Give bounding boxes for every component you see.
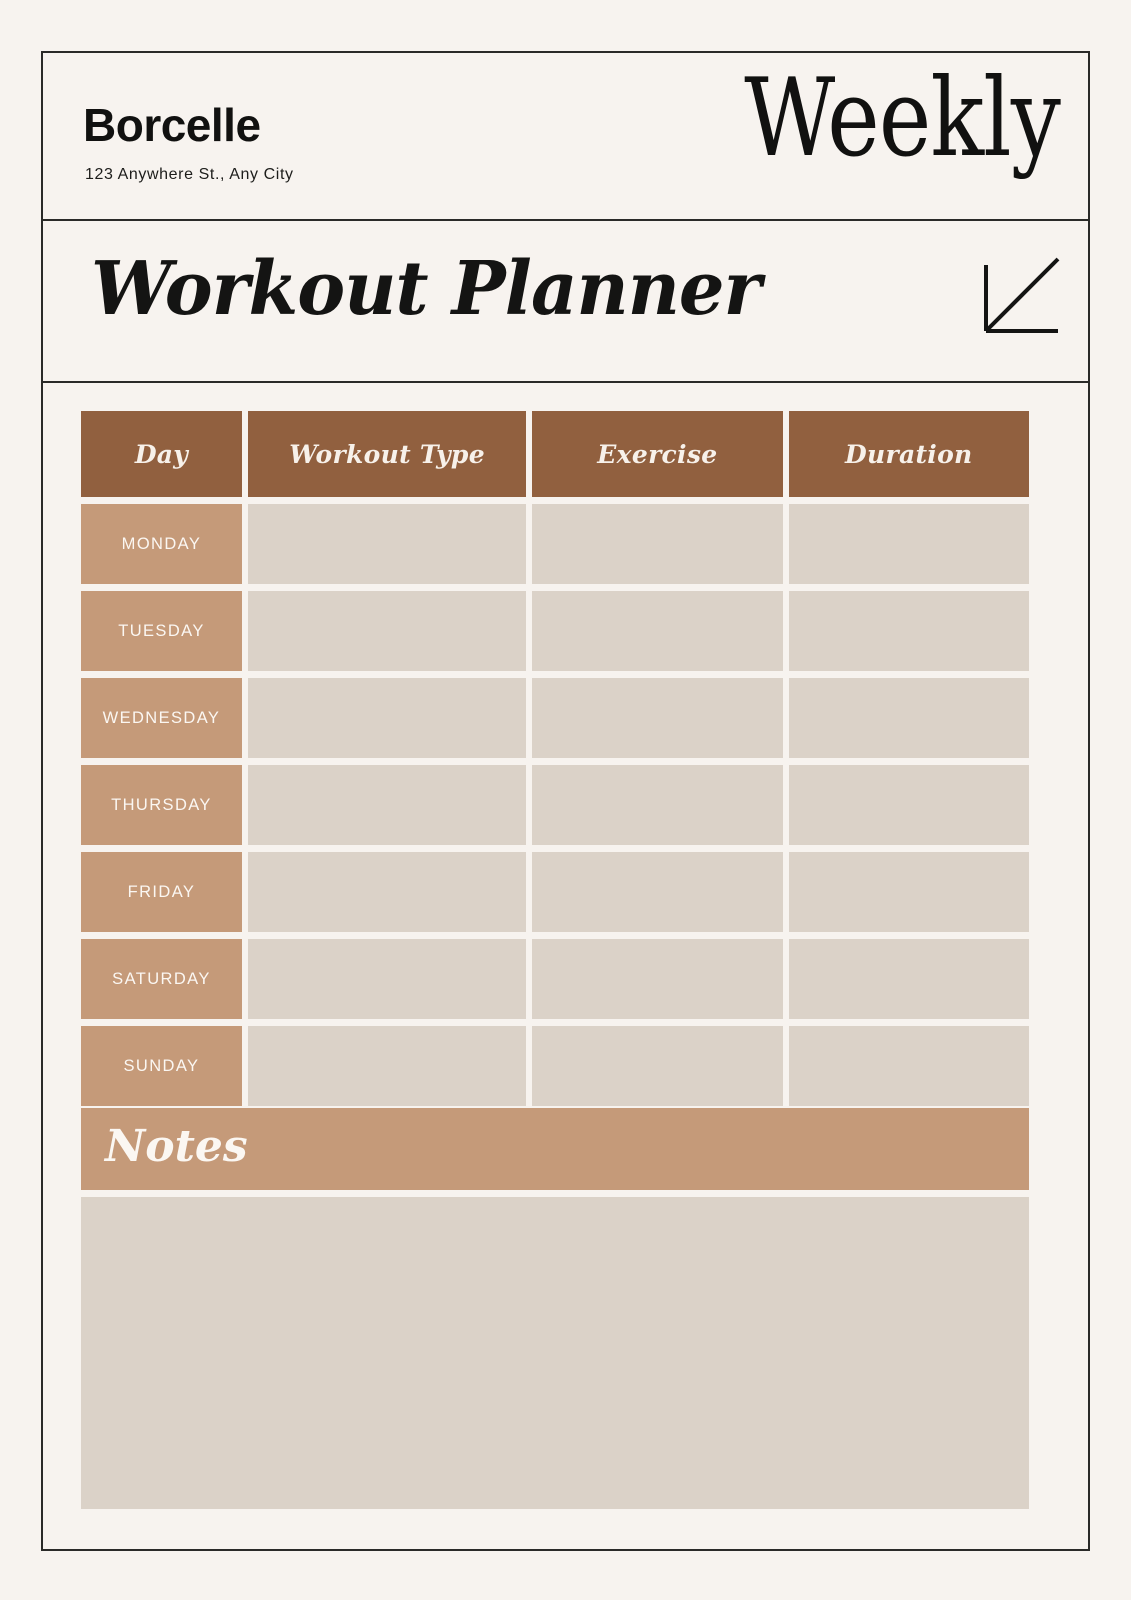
day-label: WEDNESDAY <box>81 678 242 758</box>
cell-exercise[interactable] <box>532 591 782 671</box>
cell-exercise[interactable] <box>532 504 782 584</box>
page-title: Workout Planner <box>91 246 761 332</box>
column-header-duration: Duration <box>789 411 1029 497</box>
column-header-day: Day <box>81 411 242 497</box>
cell-duration[interactable] <box>789 1026 1029 1106</box>
cell-duration[interactable] <box>789 852 1029 932</box>
table-row <box>81 591 1029 671</box>
cell-duration[interactable] <box>789 765 1029 845</box>
table-header-row <box>81 411 1029 497</box>
cell-duration[interactable] <box>789 591 1029 671</box>
header-kicker: Weekly <box>744 56 1060 181</box>
column-header-workout-type: Workout Type <box>248 411 526 497</box>
cell-workout-type[interactable] <box>248 591 526 671</box>
cell-duration[interactable] <box>789 939 1029 1019</box>
arrow-down-left-icon <box>972 253 1064 345</box>
title-band <box>43 221 1088 383</box>
table-row <box>81 765 1029 845</box>
cell-exercise[interactable] <box>532 852 782 932</box>
cell-duration[interactable] <box>789 678 1029 758</box>
day-label: SATURDAY <box>81 939 242 1019</box>
page-frame <box>41 51 1090 1551</box>
cell-exercise[interactable] <box>532 765 782 845</box>
table-row <box>81 1026 1029 1106</box>
brand-address: 123 Anywhere St., Any City <box>85 166 294 183</box>
cell-workout-type[interactable] <box>248 765 526 845</box>
cell-workout-type[interactable] <box>248 504 526 584</box>
column-header-exercise: Exercise <box>532 411 782 497</box>
day-label: THURSDAY <box>81 765 242 845</box>
cell-workout-type[interactable] <box>248 1026 526 1106</box>
brand-name: Borcelle <box>83 99 261 151</box>
workout-table <box>81 411 1029 1113</box>
day-label: TUESDAY <box>81 591 242 671</box>
day-label: FRIDAY <box>81 852 242 932</box>
cell-exercise[interactable] <box>532 678 782 758</box>
cell-exercise[interactable] <box>532 1026 782 1106</box>
header-band <box>43 53 1088 221</box>
notes-header <box>81 1108 1029 1190</box>
table-row <box>81 678 1029 758</box>
cell-duration[interactable] <box>789 504 1029 584</box>
day-label: SUNDAY <box>81 1026 242 1106</box>
table-row <box>81 852 1029 932</box>
cell-exercise[interactable] <box>532 939 782 1019</box>
table-row <box>81 504 1029 584</box>
table-row <box>81 939 1029 1019</box>
cell-workout-type[interactable] <box>248 939 526 1019</box>
cell-workout-type[interactable] <box>248 678 526 758</box>
notes-area[interactable] <box>81 1197 1029 1509</box>
notes-label: Notes <box>105 1121 248 1172</box>
day-label: MONDAY <box>81 504 242 584</box>
cell-workout-type[interactable] <box>248 852 526 932</box>
